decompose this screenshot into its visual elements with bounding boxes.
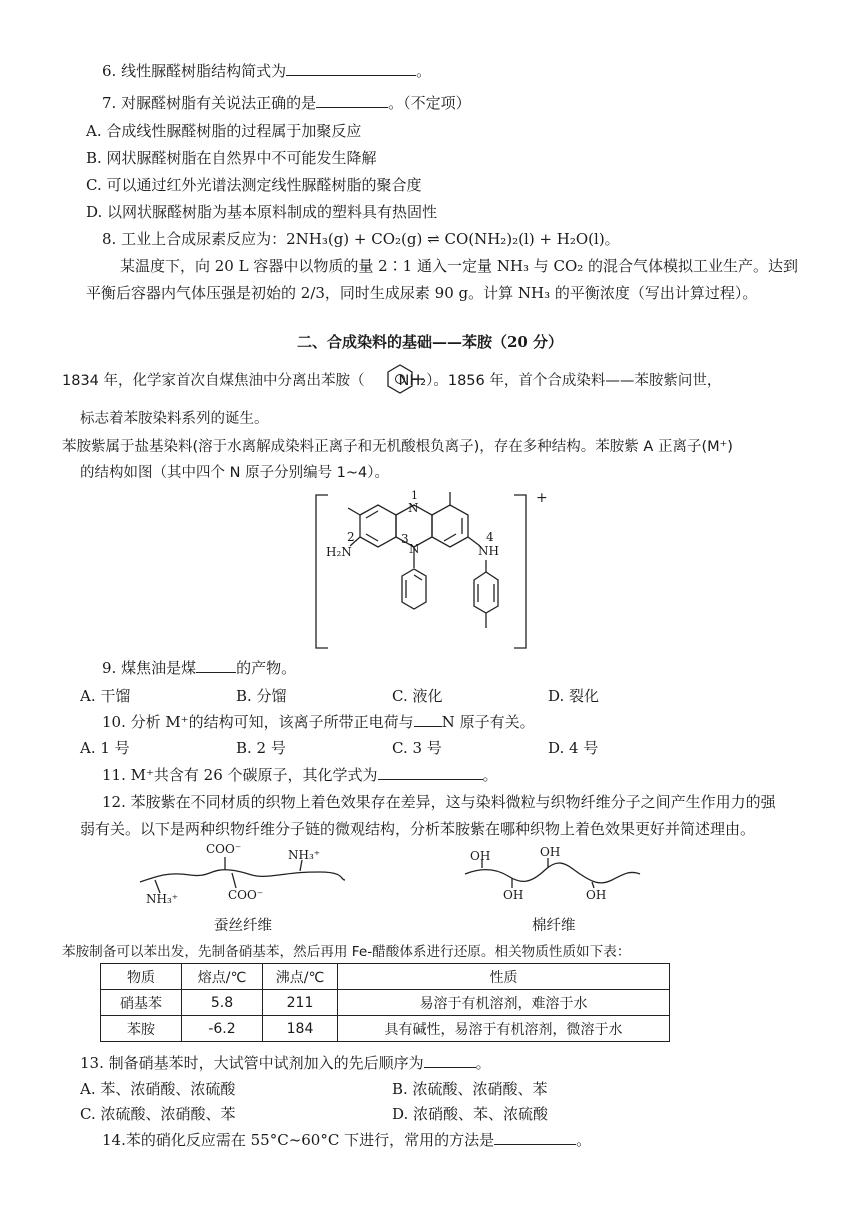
question-11: 11. M⁺共含有 26 个碳原子，其化学式为 。 (102, 766, 498, 784)
option-10b: B. 2 号 (236, 739, 286, 757)
oh-label-1: OH (470, 849, 491, 863)
answer-blank (494, 1130, 576, 1145)
intro-line-3: 苯胺紫属于盐基染料(溶于水离解成染料正离子和无机酸根负离子)，存在多种结构。苯胺紫 A 正离子(M⁺) (62, 439, 733, 455)
n4-number: 4 (486, 530, 494, 544)
question-7: 7. 对脲醛树脂有关说法正确的是 。（不定项） (102, 94, 471, 112)
option-13b: B. 浓硫酸、浓硝酸、苯 (392, 1080, 548, 1098)
question-8-line3: 平衡后容器内气体压强是初始的 2/3，同时生成尿素 90 g。计算 NH₃ 的平衡浓度（写出计算过程）。 (86, 284, 758, 302)
option-7b: B. 网状脲醛树脂在自然界中不可能发生降解 (86, 149, 377, 167)
answer-blank (424, 1053, 476, 1068)
urea-equation: 2NH₃(g) + CO₂(g) ⇌ CO(NH₂)₂(l) + H₂O(l)。 (286, 230, 620, 248)
option-13a: A. 苯、浓硝酸、浓硫酸 (80, 1080, 236, 1098)
option-9a: A. 干馏 (80, 687, 131, 705)
question-6-text: 6. 线性脲醛树脂结构简式为 (102, 62, 287, 80)
question-7-text: 7. 对脲醛树脂有关说法正确的是 (102, 94, 317, 112)
oh-label-4: OH (586, 888, 607, 902)
option-7a: A. 合成线性脲醛树脂的过程属于加聚反应 (86, 122, 362, 140)
cotton-chain (465, 863, 640, 883)
header-substance: 物质 (101, 964, 182, 990)
header-melting-point: 熔点/℃ (182, 964, 263, 990)
option-10a: A. 1 号 (80, 739, 130, 757)
question-14: 14.苯的硝化反应需在 55°C~60°C 下进行，常用的方法是 。 (102, 1131, 592, 1149)
question-13: 13. 制备硝基苯时，大试管中试剂加入的先后顺序为 。 (80, 1054, 491, 1072)
option-9d: D. 裂化 (548, 687, 600, 705)
n4-label: NH (478, 544, 499, 558)
table-row: 硝基苯 5.8 211 易溶于有机溶剂，难溶于水 (101, 990, 670, 1016)
option-10d: D. 4 号 (548, 739, 599, 757)
option-13d: D. 浓硝酸、苯、浓硫酸 (392, 1105, 549, 1123)
n2-label: H₂N (326, 545, 352, 559)
section-2-title: 二、合成染料的基础——苯胺（20 分） (296, 333, 564, 351)
option-10c: C. 3 号 (392, 739, 442, 757)
question-10: 10. 分析 M⁺的结构可知，该离子所带正电荷与 N 原子有关。 (102, 713, 535, 731)
intro-line-4: 的结构如图（其中四个 N 原子分别编号 1~4）。 (80, 465, 390, 481)
intro-line-2: 标志着苯胺染料系列的诞生。 (80, 411, 269, 427)
option-7c: C. 可以通过红外光谱法测定线性脲醛树脂的聚合度 (86, 176, 422, 194)
question-9: 9. 煤焦油是煤 的产物。 (102, 659, 297, 677)
silk-fiber-label: 蚕丝纤维 (214, 918, 272, 934)
charge-label: + (536, 490, 548, 506)
oh-label-3: OH (540, 845, 561, 859)
header-boiling-point: 沸点/℃ (263, 964, 338, 990)
coo-label-2: COO⁻ (228, 888, 264, 902)
option-13c: C. 浓硫酸、浓硝酸、苯 (80, 1105, 236, 1123)
n1-label: N (408, 501, 419, 515)
nh3-label-1: NH₃⁺ (288, 848, 321, 862)
option-9c: C. 液化 (392, 687, 443, 705)
option-9b: B. 分馏 (236, 687, 287, 705)
coo-label-1: COO⁻ (206, 842, 242, 856)
question-8-line2: 某温度下，向 20 L 容器中以物质的量 2∶1 通入一定量 NH₃ 与 CO₂ 的混合气体模拟工业生产。达到 (120, 257, 799, 275)
question-8-text: 8. 工业上合成尿素反应为： (102, 230, 287, 248)
oh-label-2: OH (503, 888, 524, 902)
silk-chain (140, 870, 345, 882)
table-row: 苯胺 -6.2 184 具有碱性，易溶于有机溶剂，微溶于水 (101, 1016, 670, 1042)
table-header-row (101, 964, 670, 990)
question-12-line1: 12. 苯胺紫在不同材质的织物上着色效果存在差异，这与染料微粒与织物纤维分子之间产生作用力的强 (102, 793, 776, 811)
n3-label: N (409, 542, 420, 556)
nh3-label-2: NH₃⁺ (146, 892, 179, 906)
n1-number: 1 (411, 489, 418, 502)
prep-description: 苯胺制备可以苯出发，先制备硝基苯，然后再用 Fe-醋酸体系进行还原。相关物质性质如下表： (62, 944, 631, 960)
cotton-fiber-label: 棉纤维 (532, 918, 576, 934)
question-6: 6. 线性脲醛树脂结构简式为 。 (102, 62, 432, 80)
question-12-line2: 弱有关。以下是两种织物纤维分子链的微观结构，分析苯胺紫在哪种织物上着色效果更好并简述理由。 (80, 820, 756, 838)
option-7d: D. 以网状脲醛树脂为基本原料制成的塑料具有热固性 (86, 203, 438, 221)
n3-number: 3 (401, 532, 409, 546)
header-properties: 性质 (338, 964, 670, 990)
n2-number: 2 (347, 530, 355, 544)
properties-table (100, 963, 670, 1042)
intro-line-1: 1834 年，化学家首次自煤焦油中分离出苯胺（ NH₂）。1856 年，首个合成染料——苯胺紫问世， (62, 373, 722, 389)
